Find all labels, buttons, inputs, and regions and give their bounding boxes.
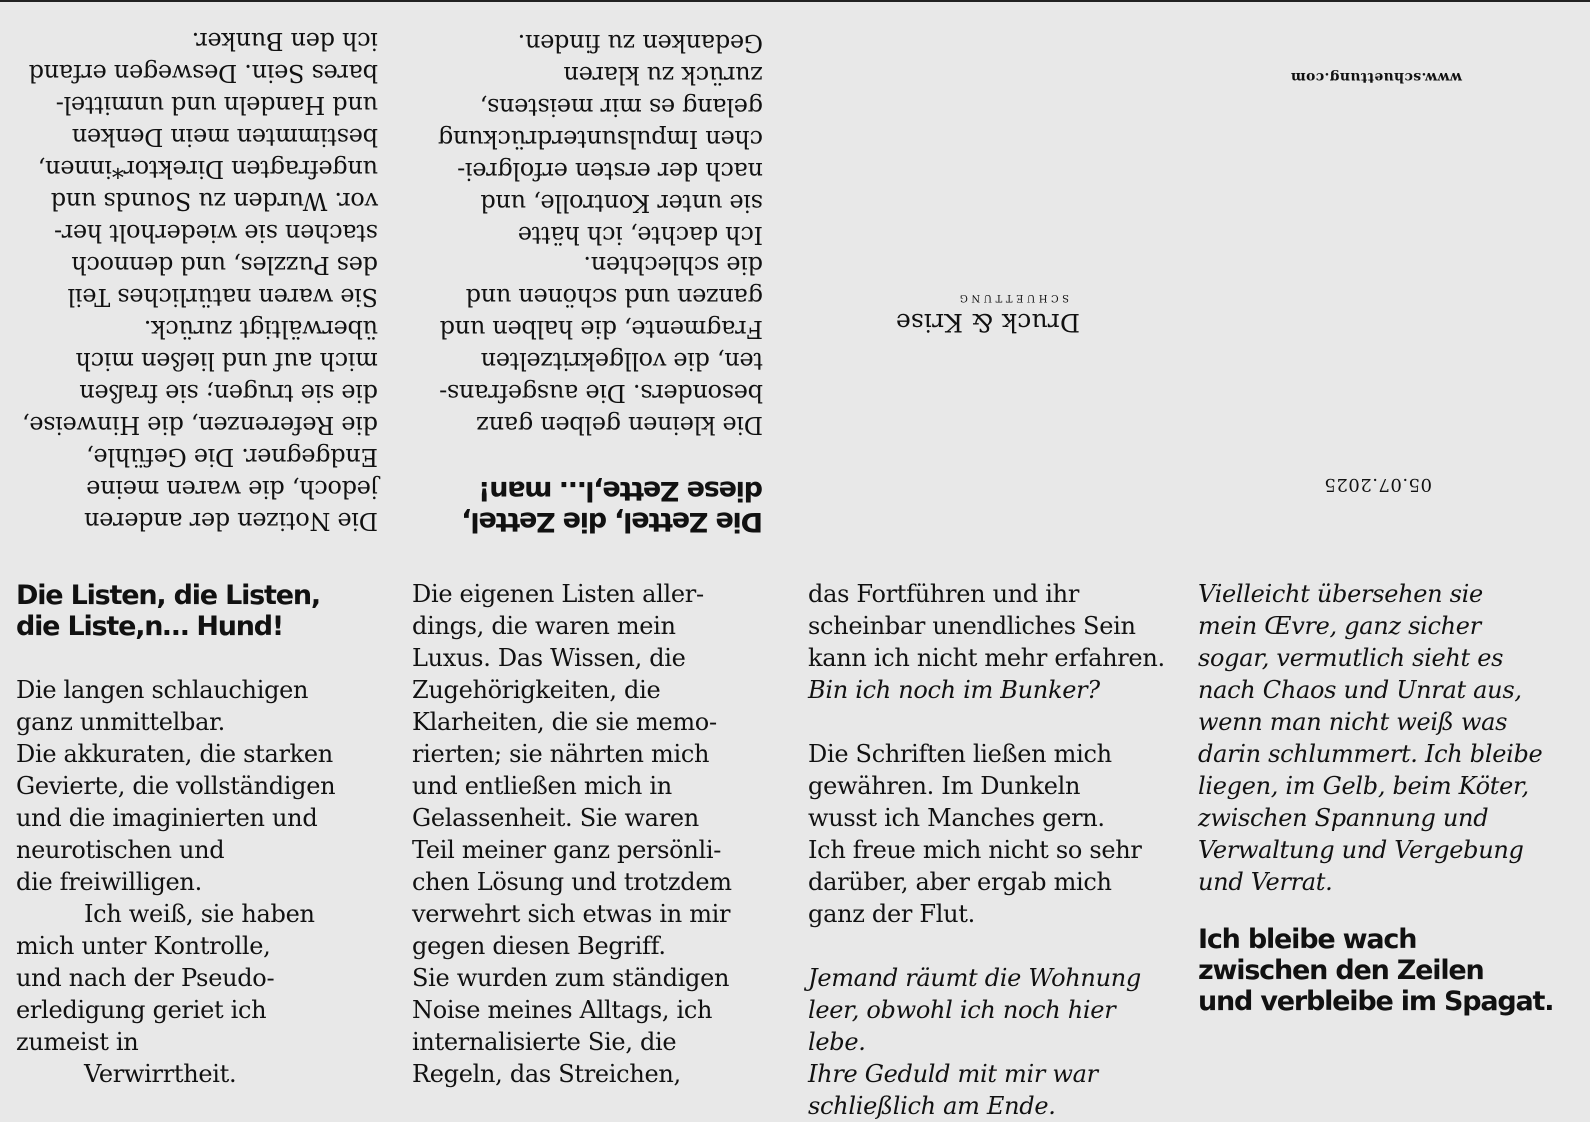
cover-date: 05.07.2025 bbox=[1323, 474, 1432, 495]
listen-heading: Die Listen, die Listen, die Liste,n… Hund! bbox=[16, 580, 320, 642]
zettel-paragraph-1: Die kleinen gelben ganz besonders. Die ausgefrans- ten, die vollgekritzelten Fragmente, die halben und ganzen und schönen und die schlechten. bbox=[439, 251, 763, 439]
fortfuehren-paragraph: das Fortführen und ihr scheinbar unendliches Sein kann ich nicht mehr erfahren. bbox=[808, 580, 1165, 672]
zettel-paragraph-2: Ich dachte, ich hätte sie unter Kontrolle, und nach der ersten erfolgrei- chen Impulsunterdrückung gelang es mir meistens, zurück zu klaren Gedanken zu finden. bbox=[438, 29, 763, 249]
listen-paragraph-1: Die langen schlauchigen ganz unmittelbar. Die akkuraten, die starken Gevierte, die vollständigen und die imaginierten und neurotischen und die freiwilligen. bbox=[16, 676, 336, 896]
cover-title-panel bbox=[795, 0, 1192, 561]
column-1 bbox=[16, 580, 386, 1090]
cover-title: Druck & Krise bbox=[895, 308, 1080, 337]
listen-paragraph-2-first: Ich weiß, sie haben bbox=[84, 900, 315, 928]
notizen-paragraph: Die Notizen der anderen jedoch, die waren meine Endgegner. Die Gefühle, die Referenzen, die Hinweise, die sie trugen; sie fraßen mich auf und ließen mich überwältigt zurück. Sie waren natürliches Teil des Puzzles, und dennoch stachen sie wiederholt her- vor. Wurden zu Sounds und ungefragten Direktor*innen, bestimmten mein Denken und Handeln und unmittel- bares Sein. Deswegen erfand ich den Bunker. bbox=[22, 27, 378, 535]
column-4 bbox=[1198, 578, 1583, 1017]
cover-website: www.schuettung.com bbox=[1290, 69, 1462, 85]
upper-panel-notizen bbox=[0, 0, 398, 561]
column-2 bbox=[412, 578, 782, 1090]
closing-statement: Ich bleibe wach zwischen den Zeilen und verbleibe im Spagat. bbox=[1198, 924, 1554, 1017]
bunker-question: Bin ich noch im Bunker? bbox=[808, 676, 1100, 704]
zettel-heading: Die Zettel, die Zettel, diese Zette,l… man! bbox=[462, 475, 763, 537]
eigene-listen-paragraph: Die eigenen Listen aller- dings, die waren mein Luxus. Das Wissen, die Zugehörigkeiten, die Klarheiten, die sie memo- rierten; sie nährten mich und entließen mich in Gelassenheit. Sie waren Teil meiner ganz persönli- chen Lösung und trotzdem verwehrt sich etwas in mir gegen diesen Begriff. Sie wurden zum ständigen Noise meines Alltags, ich internalisierte Sie, die Regeln, das Streichen, bbox=[412, 580, 732, 1088]
cover-subtitle: SCHUETTUNG bbox=[956, 292, 1069, 303]
oevre-paragraph: Vielleicht übersehen sie mein Œvre, ganz sicher sogar, vermutlich sieht es nach Chaos und Unrat aus, wenn man nicht weiß was darin schlummert. Ich bleibe liegen, im Gelb, beim Köter, zwischen Spannung und Verwaltung und Vergebung und Verrat. bbox=[1198, 580, 1543, 896]
listen-paragraph-2-last: Verwirrtheit. bbox=[84, 1060, 237, 1088]
wohnung-paragraph: Jemand räumt die Wohnung leer, obwohl ich noch hier lebe. Ihre Geduld mit mir war schließlich am Ende. bbox=[808, 964, 1141, 1120]
cover-site-panel bbox=[1192, 0, 1590, 561]
upper-panel-zettel bbox=[398, 0, 795, 561]
schriften-paragraph: Die Schriften ließen mich gewähren. Im Dunkeln wusst ich Manches gern. Ich freue mich nicht so sehr darüber, aber ergab mich ganz der Flut. bbox=[808, 740, 1142, 928]
column-3 bbox=[808, 578, 1178, 1122]
listen-paragraph-2-rest: mich unter Kontrolle, und nach der Pseudo- erledigung geriet ich zumeist in bbox=[16, 932, 275, 1056]
